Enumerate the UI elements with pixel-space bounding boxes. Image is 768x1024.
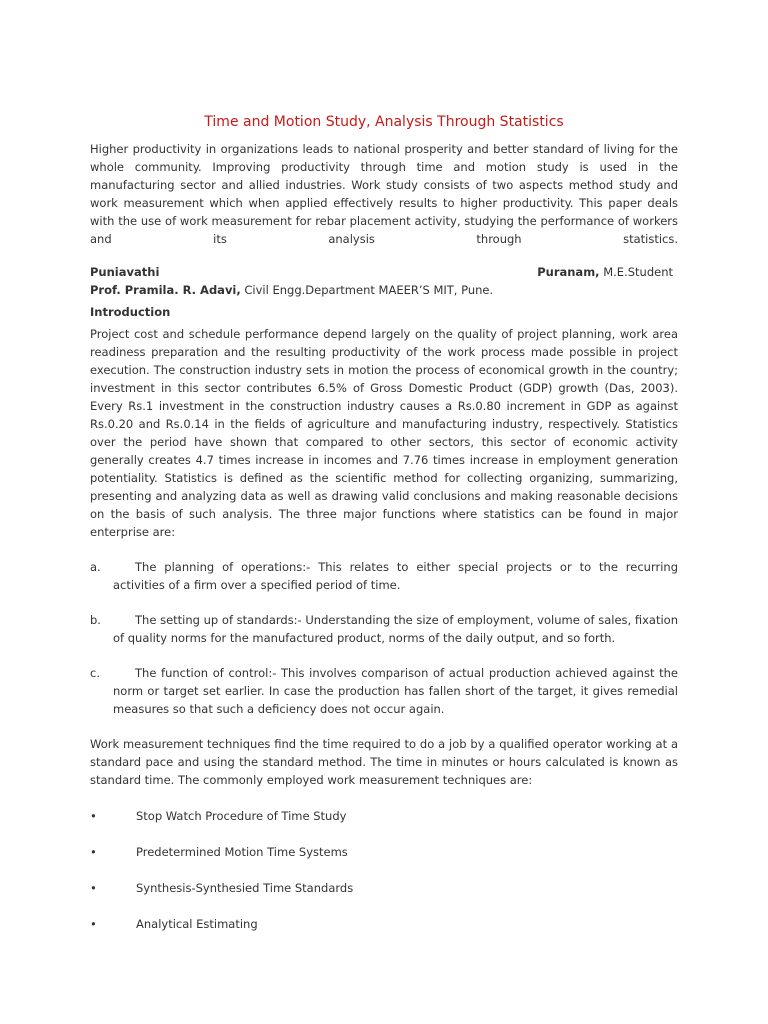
author-second-surname: Puranam,: [537, 265, 600, 279]
list-item-text: The planning of operations:- This relates to either special projects or to the recurring activities of a firm over a specified period of time.: [113, 560, 678, 592]
author-affiliation-line: [90, 281, 678, 299]
list-item-text: Stop Watch Procedure of Time Study: [136, 809, 347, 823]
bullet-icon: •: [90, 881, 97, 895]
list-marker: a.: [90, 560, 101, 574]
list-item-text: Synthesis-Synthesied Time Standards: [136, 881, 354, 895]
author-affiliation: Civil Engg.Department MAEER’S MIT, Pune.: [244, 283, 494, 297]
list-item-text: The setting up of standards:- Understanding the size of employment, volume of sales, fixation of quality norms for the manufactured product, norms of the daily output, and so forth.: [113, 613, 678, 645]
list-item: [90, 664, 678, 718]
list-item-text: The function of control:- This involves comparison of actual production achieved against the norm or target set earlier. In case the production has fallen short of the target, it gives remedial measures so that such a deficiency does not occur again.: [113, 666, 678, 716]
list-item: [90, 879, 678, 897]
work-measurement-paragraph: Work measurement techniques find the time required to do a job by a qualified operator working at a standard pace and using the standard method. The time in minutes or hours calculated is known as standard time. The commonly employed work measurement techniques are:: [90, 737, 678, 787]
author-first-name: Puniavathi: [90, 265, 160, 279]
functions-list: [90, 558, 678, 718]
list-item: [90, 558, 678, 594]
section-heading-introduction: Introduction: [90, 305, 171, 319]
document-page: [90, 112, 678, 933]
author-line: [90, 263, 678, 281]
abstract-paragraph: Higher productivity in organizations leads to national prosperity and better standard of living for the whole community. Improving productivity through time and motion study is used in the manufacturing sector and allied industries. Work study consists of two aspects method study and work measurement which when applied effectively results to higher productivity. This paper deals with the use of work measurement for rebar placement activity, studying the performance of workers and its analysis through statistics.: [90, 142, 678, 246]
bullet-icon: •: [90, 845, 97, 859]
techniques-list: [90, 807, 678, 933]
list-item: [90, 843, 678, 861]
author-role: M.E.Student: [603, 265, 673, 279]
list-item-text: Predetermined Motion Time Systems: [136, 845, 348, 859]
list-item: [90, 915, 678, 933]
list-item: [90, 611, 678, 647]
bullet-icon: •: [90, 917, 97, 931]
author-right-block: [537, 263, 673, 281]
list-item: [90, 807, 678, 825]
list-marker: c.: [90, 666, 100, 680]
document-title: Time and Motion Study, Analysis Through Statistics: [204, 114, 564, 130]
bullet-icon: •: [90, 809, 97, 823]
author-professor-name: Prof. Pramila. R. Adavi,: [90, 283, 241, 297]
list-item-text: Analytical Estimating: [136, 917, 258, 931]
introduction-paragraph: Project cost and schedule performance depend largely on the quality of project planning, work area readiness preparation and the resulting productivity of the work process made possible in project execution. The construction industry sets in motion the process of economical growth in the country; investment in this sector contributes 6.5% of Gross Domestic Product (GDP) growth (Das, 2003). Every Rs.1 investment in the construction industry causes a Rs.0.80 increment in GDP as against Rs.0.20 and Rs.0.14 in the fields of agriculture and manufacturing industry, respectively. Statistics over the period have shown that compared to other sectors, this sector of economic activity generally creates 4.7 times increase in incomes and 7.76 times increase in employment generation potentiality. Statistics is defined as the scientific method for collecting organizing, summarizing, presenting and analyzing data as well as drawing valid conclusions and making reasonable decisions on the basis of such analysis. The three major functions where statistics can be found in major enterprise are:: [90, 327, 678, 539]
list-marker: b.: [90, 613, 101, 627]
